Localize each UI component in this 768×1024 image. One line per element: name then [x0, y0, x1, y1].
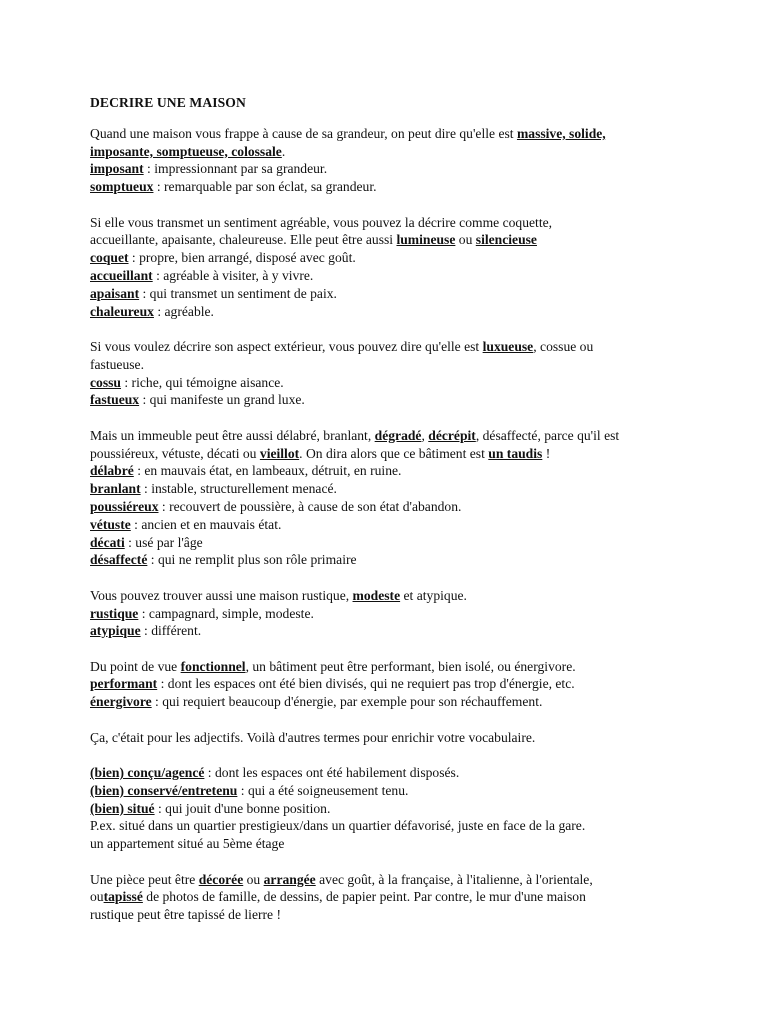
- vocabulary-term: arrangée: [263, 871, 316, 887]
- text-segment: !: [542, 445, 551, 461]
- text-segment: : agréable.: [153, 303, 214, 319]
- paragraph: [90, 125, 708, 196]
- text-segment: : impressionnant par sa grandeur.: [143, 161, 328, 177]
- vocabulary-term: (bien) conçu/agencé: [90, 765, 205, 781]
- document-body: [90, 125, 708, 924]
- text-line: [90, 729, 708, 747]
- text-segment: .: [281, 143, 286, 159]
- text-segment: rustique peut être tapissé de lierre !: [90, 907, 281, 923]
- text-segment: Ça, c'était pour les adjectifs. Voilà d'autres termes pour enrichir votre vocabulaire.: [90, 729, 536, 745]
- vocabulary-term: apaisant: [90, 285, 140, 301]
- vocabulary-term: décati: [90, 534, 125, 550]
- paragraph: [90, 214, 708, 321]
- text-segment: : campagnard, simple, modeste.: [138, 605, 314, 621]
- vocabulary-term: cossu: [90, 374, 121, 390]
- text-segment: poussiéreux, vétuste, décati ou: [90, 445, 260, 461]
- text-line: [90, 782, 708, 800]
- paragraph: [90, 587, 708, 640]
- vocabulary-term: dégradé: [374, 427, 422, 443]
- vocabulary-term: fastueux: [90, 392, 140, 408]
- vocabulary-term: délabré: [90, 463, 134, 479]
- text-segment: Du point de vue: [90, 658, 181, 674]
- text-segment: Une pièce peut être: [90, 871, 199, 887]
- text-line: [90, 285, 708, 303]
- vocabulary-term: performant: [90, 676, 158, 692]
- text-line: [90, 551, 708, 569]
- text-segment: . On dira alors que ce bâtiment est: [299, 445, 489, 461]
- vocabulary-term: lumineuse: [396, 232, 456, 248]
- vocabulary-term: énergivore: [90, 694, 152, 710]
- text-segment: : dont les espaces ont été bien divisés, qui ne requiert pas trop d'énergie, etc.: [157, 676, 575, 692]
- text-line: [90, 888, 708, 906]
- vocabulary-term: massive, solide,: [516, 125, 606, 141]
- text-segment: accueillante, apaisante, chaleureuse. Elle peut être aussi: [90, 232, 397, 248]
- text-segment: fastueuse.: [90, 356, 144, 372]
- text-line: [90, 231, 708, 249]
- text-line: [90, 445, 708, 463]
- text-segment: : agréable à visiter, à y vivre.: [152, 267, 314, 283]
- text-segment: , cossue ou: [533, 338, 594, 354]
- paragraph: [90, 871, 708, 924]
- text-line: [90, 587, 708, 605]
- text-segment: Si vous voulez décrire son aspect extérieur, vous pouvez dire qu'elle est: [90, 338, 483, 354]
- text-segment: : propre, bien arrangé, disposé avec goût.: [128, 250, 356, 266]
- text-line: [90, 622, 708, 640]
- text-line: [90, 800, 708, 818]
- text-line: [90, 303, 708, 321]
- vocabulary-term: un taudis: [488, 445, 543, 461]
- paragraph: [90, 764, 708, 853]
- text-line: [90, 178, 708, 196]
- text-line: [90, 462, 708, 480]
- text-segment: : remarquable par son éclat, sa grandeur.: [153, 179, 377, 195]
- vocabulary-term: (bien) situé: [90, 800, 155, 816]
- text-segment: , désaffecté, parce qu'il est: [475, 427, 620, 443]
- text-segment: P.ex. situé dans un quartier prestigieux/dans un quartier défavorisé, juste en face de la gare.: [90, 818, 586, 834]
- text-line: [90, 534, 708, 552]
- vocabulary-term: rustique: [90, 605, 139, 621]
- vocabulary-term: désaffecté: [90, 552, 148, 568]
- text-line: [90, 356, 708, 374]
- text-line: [90, 391, 708, 409]
- text-segment: ou: [243, 871, 264, 887]
- text-line: [90, 374, 708, 392]
- paragraph: [90, 729, 708, 747]
- vocabulary-term: branlant: [90, 481, 141, 497]
- vocabulary-term: décrépit: [428, 427, 476, 443]
- text-segment: : recouvert de poussière, à cause de son état d'abandon.: [158, 498, 462, 514]
- vocabulary-term: (bien) conservé/entretenu: [90, 782, 238, 798]
- text-line: [90, 427, 708, 445]
- text-segment: Quand une maison vous frappe à cause de sa grandeur, on peut dire qu'elle est: [90, 125, 517, 141]
- text-segment: : dont les espaces ont été habilement disposés.: [204, 765, 460, 781]
- text-line: [90, 480, 708, 498]
- text-segment: et atypique.: [400, 587, 467, 603]
- paragraph: [90, 658, 708, 711]
- text-segment: : qui a été soigneusement tenu.: [237, 782, 409, 798]
- vocabulary-term: décorée: [198, 871, 244, 887]
- text-segment: , un bâtiment peut être performant, bien isolé, ou énergivore.: [245, 658, 576, 674]
- text-line: [90, 338, 708, 356]
- text-line: [90, 214, 708, 232]
- vocabulary-term: somptueux: [90, 179, 154, 195]
- text-line: [90, 160, 708, 178]
- text-line: [90, 835, 708, 853]
- vocabulary-term: fonctionnel: [180, 658, 246, 674]
- vocabulary-term: modeste: [352, 587, 401, 603]
- text-segment: avec goût, à la française, à l'italienne, à l'orientale,: [315, 871, 593, 887]
- text-line: [90, 817, 708, 835]
- vocabulary-term: poussiéreux: [90, 498, 159, 514]
- vocabulary-term: atypique: [90, 623, 141, 639]
- text-segment: ou: [90, 889, 104, 905]
- text-segment: : qui jouit d'une bonne position.: [154, 800, 331, 816]
- text-line: [90, 906, 708, 924]
- text-segment: : instable, structurellement menacé.: [140, 481, 337, 497]
- text-line: [90, 143, 708, 161]
- text-segment: un appartement situé au 5ème étage: [90, 836, 285, 852]
- vocabulary-term: tapissé: [103, 889, 143, 905]
- text-line: [90, 125, 708, 143]
- text-segment: : qui manifeste un grand luxe.: [139, 392, 305, 408]
- text-segment: : qui ne remplit plus son rôle primaire: [147, 552, 357, 568]
- paragraph: [90, 427, 708, 569]
- text-segment: : riche, qui témoigne aisance.: [120, 374, 284, 390]
- text-line: [90, 249, 708, 267]
- vocabulary-term: coquet: [90, 250, 129, 266]
- vocabulary-term: silencieuse: [475, 232, 537, 248]
- text-line: [90, 267, 708, 285]
- vocabulary-term: accueillant: [90, 267, 153, 283]
- text-segment: : usé par l'âge: [124, 534, 203, 550]
- text-segment: de photos de famille, de dessins, de papier peint. Par contre, le mur d'une maison: [142, 889, 586, 905]
- text-segment: : ancien et en mauvais état.: [130, 516, 282, 532]
- vocabulary-term: imposant: [90, 161, 144, 177]
- vocabulary-term: luxueuse: [482, 338, 534, 354]
- text-segment: : qui transmet un sentiment de paix.: [139, 285, 337, 301]
- text-segment: : en mauvais état, en lambeaux, détruit, en ruine.: [133, 463, 402, 479]
- text-line: [90, 498, 708, 516]
- text-segment: : qui requiert beaucoup d'énergie, par exemple pour son réchauffement.: [151, 694, 543, 710]
- text-line: [90, 658, 708, 676]
- vocabulary-term: vétuste: [90, 516, 131, 532]
- text-segment: Mais un immeuble peut être aussi délabré, branlant,: [90, 427, 375, 443]
- vocabulary-term: imposante, somptueuse, colossale: [90, 143, 282, 159]
- text-line: [90, 871, 708, 889]
- text-segment: ou: [455, 232, 476, 248]
- paragraph: [90, 338, 708, 409]
- document-title: DECRIRE UNE MAISON: [90, 95, 246, 110]
- text-segment: Si elle vous transmet un sentiment agréable, vous pouvez la décrire comme coquette,: [90, 214, 553, 230]
- text-line: [90, 605, 708, 623]
- text-line: [90, 675, 708, 693]
- text-line: [90, 693, 708, 711]
- text-segment: : différent.: [140, 623, 202, 639]
- text-segment: ,: [421, 427, 429, 443]
- vocabulary-term: chaleureux: [90, 303, 154, 319]
- text-line: [90, 516, 708, 534]
- text-segment: Vous pouvez trouver aussi une maison rustique,: [90, 587, 353, 603]
- vocabulary-term: vieillot: [259, 445, 300, 461]
- text-line: [90, 764, 708, 782]
